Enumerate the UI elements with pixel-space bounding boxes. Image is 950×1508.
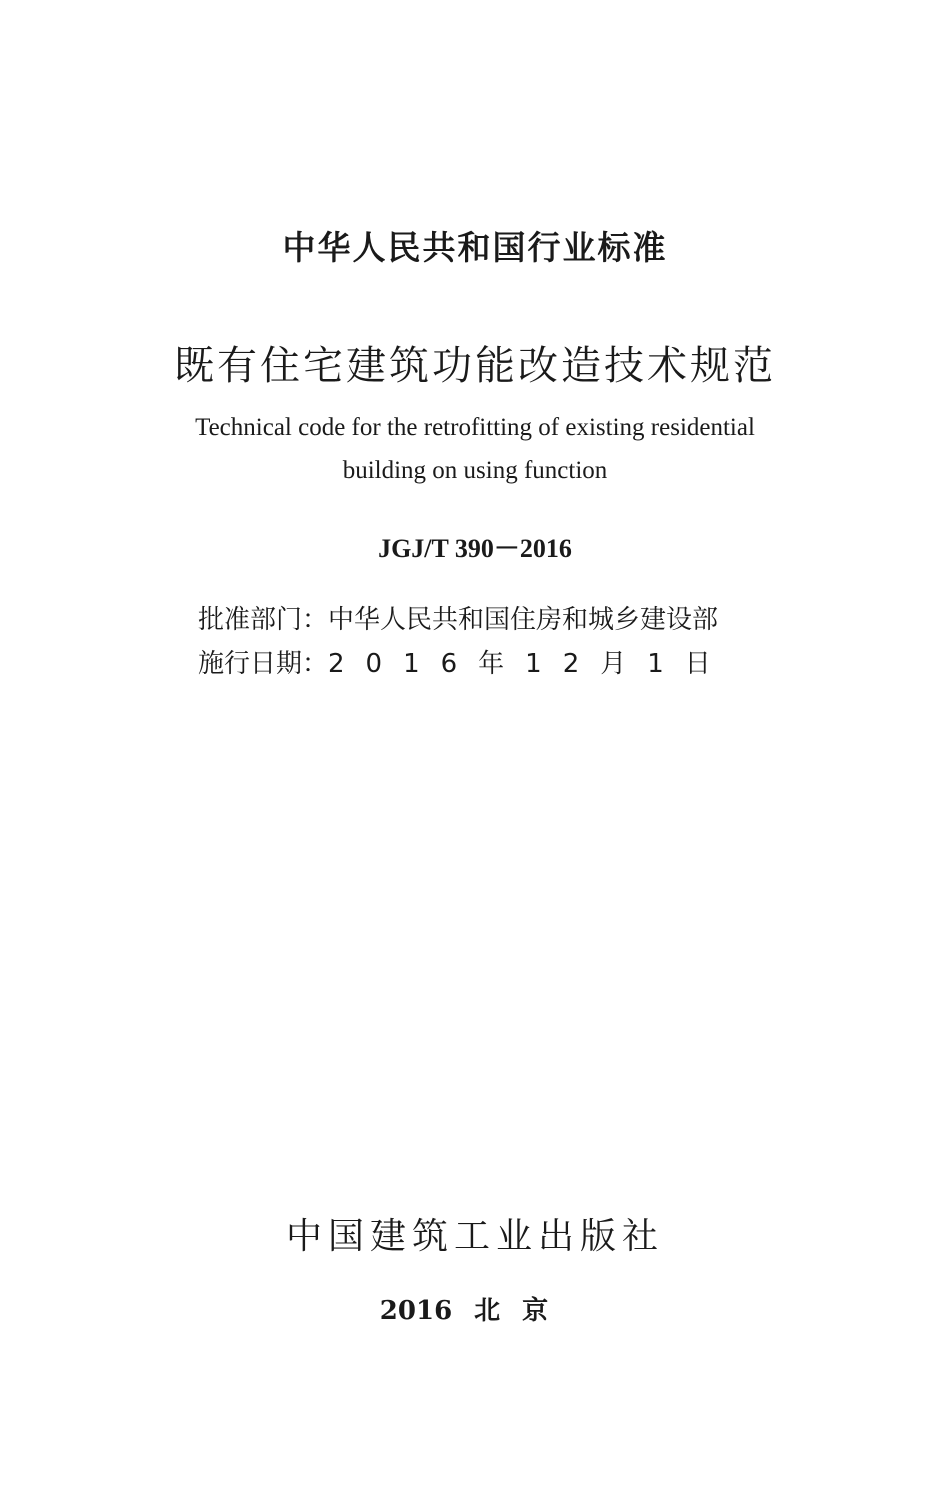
approval-value: 中华人民共和国住房和城乡建设部 [328,605,719,635]
publication-year: 2016 [379,1296,453,1326]
effective-date-row [198,642,732,686]
standard-title-chinese: 既有住宅建筑功能改造技术规范 [174,343,776,389]
standard-title-english-line-1: Technical code for the retrofitting of existing residential [195,414,755,441]
standard-code: JGJ/T 390－2016 [378,534,572,563]
approval-label: 批准部门： [198,605,329,635]
publisher-name: 中国建筑工业出版社 [285,1216,664,1257]
approval-row [198,598,732,642]
standard-title-english-line-2: building on using function [342,457,608,484]
standard-series-title: 中华人民共和国行业标准 [282,228,668,267]
standard-meta-block [198,598,732,686]
publication-city: 北京 [474,1296,571,1326]
publication-year-place [0,1290,950,1327]
effective-date-value: 2016年12月1日 [328,649,732,679]
effective-date-label: 施行日期： [198,649,329,679]
